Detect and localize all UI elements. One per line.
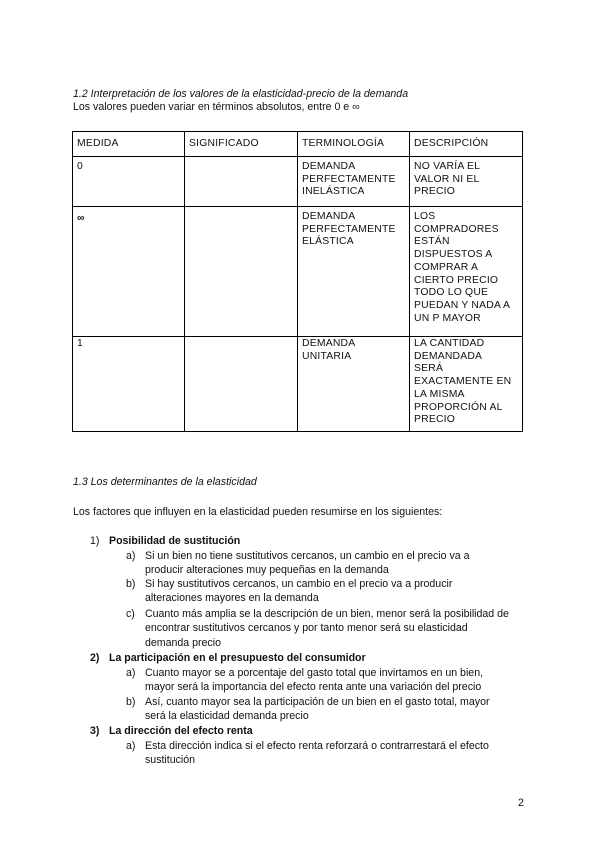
factor-2-item-b-line-2: será la elasticidad demanda precio [145, 710, 309, 722]
factor-1-item-a-letter: a) [126, 550, 136, 562]
row-0-medida: 0 [77, 161, 83, 172]
factor-1-item-c-line-1: Cuanto más amplia se la descripción de un bien, menor será la posibilidad de [145, 608, 509, 620]
row-0-terminologia: DEMANDA PERFECTAMENTE INELÁSTICA [302, 161, 396, 198]
table-header-terminologia: TERMINOLOGÍA [302, 138, 385, 149]
section-intro-1-2: Los valores pueden variar en términos absolutos, entre 0 e ∞ [73, 101, 360, 113]
section-intro-1-3: Los factores que influyen en la elasticidad pueden resumirse en los siguientes: [73, 506, 443, 518]
factor-3-item-a-letter: a) [126, 740, 136, 752]
factor-1-item-c-letter: c) [126, 608, 135, 620]
factor-1-number: 1) [90, 535, 100, 547]
factor-2-number: 2) [90, 652, 100, 664]
factor-3-item-a-line-2: sustitución [145, 754, 196, 766]
factor-1-item-b-line-1: Si hay sustitutivos cercanos, un cambio en el precio va a producir [145, 578, 453, 590]
factor-3-item-a-line-1: Esta dirección indica si el efecto renta reforzará o contrarrestará el efecto [145, 740, 489, 752]
section-heading-1-3: 1.3 Los determinantes de la elasticidad [73, 476, 257, 488]
factor-1-item-a-line-1: Si un bien no tiene sustitutivos cercanos, un cambio en el precio va a [145, 550, 470, 562]
factor-3-title: La dirección del efecto renta [109, 725, 253, 737]
factor-3-number: 3) [90, 725, 100, 737]
page-number: 2 [518, 797, 524, 809]
factor-2-item-a-line-1: Cuanto mayor se a porcentaje del gasto total que invirtamos en un bien, [145, 667, 484, 679]
factor-1-item-c-line-2: encontrar sustitutivos cercanos y por tanto menor será su elasticidad [145, 622, 468, 634]
factor-2-item-b-line-1: Así, cuanto mayor sea la participación de un bien en el gasto total, mayor [145, 696, 490, 708]
table-header-descripcion: DESCRIPCIÓN [414, 138, 489, 149]
row-1-terminologia: DEMANDA PERFECTAMENTE ELÁSTICA [302, 211, 396, 248]
factor-1-item-b-letter: b) [126, 578, 136, 590]
section-heading-1-2: 1.2 Interpretación de los valores de la elasticidad-precio de la demanda [73, 88, 409, 100]
row-2-descripcion: LA CANTIDAD DEMANDADA SERÁ EXACTAMENTE EN LA MISMA PROPORCIÓN AL PRECIO [414, 338, 512, 426]
row-2-terminologia: DEMANDA UNITARIA [302, 338, 356, 362]
factor-2-item-b-letter: b) [126, 696, 136, 708]
factor-2-title: La participación en el presupuesto del consumidor [109, 652, 366, 664]
factor-1-item-a-line-2: producir alteraciones muy pequeñas en la demanda [145, 564, 389, 576]
elasticity-table [72, 131, 523, 432]
factor-1-item-b-line-2: alteraciones mayores en la demanda [145, 592, 319, 604]
row-0-descripcion: NO VARÍA EL VALOR NI EL PRECIO [414, 161, 481, 198]
row-1-descripcion: LOS COMPRADORES ESTÁN DISPUESTOS A COMPRAR A CIERTO PRECIO TODO LO QUE PUEDAN Y NADA A UN P MAYOR [414, 211, 511, 324]
factor-1-title: Posibilidad de sustitución [109, 535, 241, 547]
factor-1-item-c-line-3: demanda precio [145, 637, 221, 649]
factor-2-item-a-line-2: mayor será la importancia del efecto renta ante una variación del precio [145, 681, 482, 693]
row-2-medida: 1 [77, 338, 83, 349]
table-header-significado: SIGNIFICADO [189, 138, 259, 149]
row-1-medida: ∞ [77, 213, 85, 224]
table-header-medida: MEDIDA [77, 138, 119, 149]
factor-2-item-a-letter: a) [126, 667, 136, 679]
